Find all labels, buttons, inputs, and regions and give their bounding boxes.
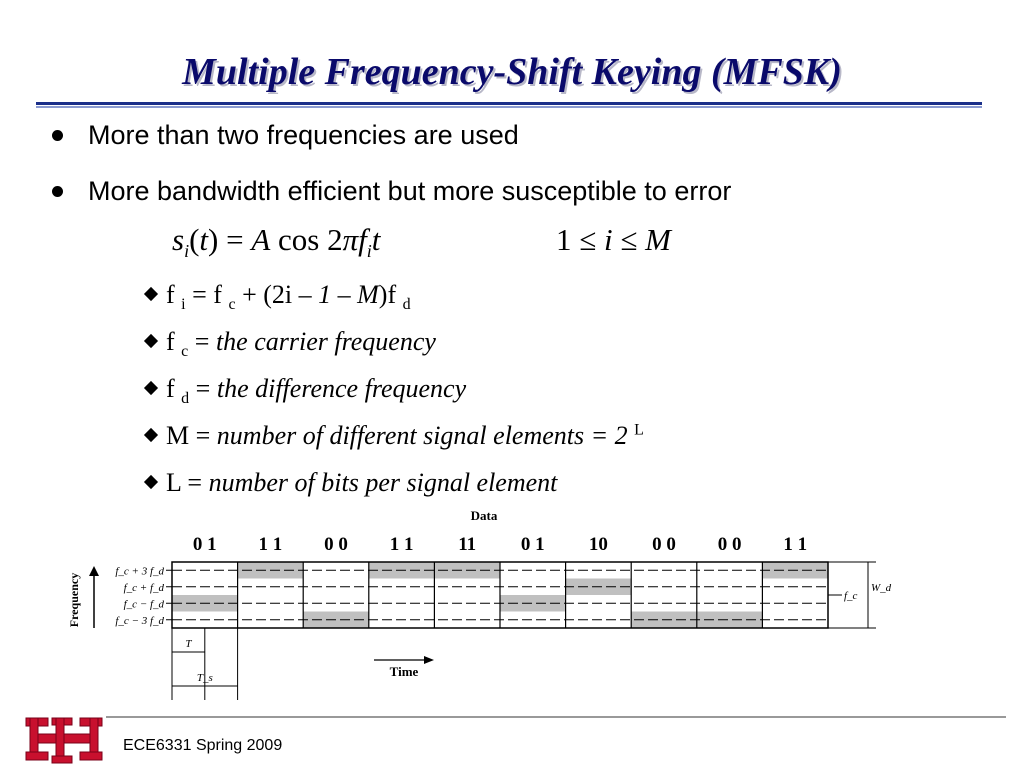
footer-text: ECE6331 Spring 2009 (123, 737, 283, 754)
frequency-level-label: f_c + f_d (123, 581, 164, 594)
mfsk-figure (64, 510, 904, 706)
diamond-bullet-icon (144, 428, 158, 442)
data-label: Data (470, 510, 498, 523)
bit-pair-label: 1 1 (783, 534, 808, 555)
bit-pair-label: 0 0 (324, 534, 348, 555)
formula-main: $s_i(t) = A$ $\cos 2\pi f_it$ (172, 222, 381, 262)
bandwidth-label: W_d (871, 582, 892, 594)
bullet-text: More bandwidth efficient but more susceptible to error (88, 176, 732, 206)
bullet-dot-icon (52, 130, 63, 141)
y-axis-label: Frequency (67, 572, 81, 628)
bit-pair-label: 1 1 (258, 534, 283, 555)
definition-fc: f $_c$ = the carrier frequency (146, 327, 436, 361)
bit-pair-label: 0 1 (520, 534, 545, 555)
frequency-level-label: f_c − f_d (123, 598, 164, 611)
bit-pair-label: 10 (588, 534, 608, 555)
bit-pair-label: 11 (458, 534, 477, 555)
frequency-level-label: f_c − 3 f_d (115, 614, 164, 627)
formula-range: 1 ≤ i ≤ M (556, 222, 671, 257)
diamond-bullet-icon (144, 334, 158, 348)
bit-pair-label: 0 0 (717, 534, 742, 555)
center-frequency-label: f_c (844, 590, 858, 602)
y-arrow-head-icon (89, 566, 99, 576)
diamond-bullet-icon (144, 475, 158, 489)
bit-pair-label: 1 1 (389, 534, 414, 555)
time-label: Time (389, 664, 419, 679)
bullet-text: More than two frequencies are used (88, 120, 519, 150)
footer-rule (106, 716, 1006, 718)
title-underline-secondary (36, 106, 982, 108)
time-arrow-head-icon (424, 656, 434, 664)
bit-pair-label: 0 0 (652, 534, 676, 555)
definition-fi: f $_i$ = f $_c$ + (2i – 1 – M)f $_d$ (146, 280, 411, 314)
frequency-level-label: f_c + 3 f_d (115, 565, 164, 578)
symbol-duration-label: T_s (196, 672, 213, 684)
definition-L: L = number of bits per signal element (146, 468, 557, 498)
slide-title: Multiple Frequency-Shift Keying (MFSK) (182, 51, 842, 93)
definition-fd: f $_d$ = the difference frequency (146, 374, 466, 408)
bullet-dot-icon (52, 186, 63, 197)
title-underline (36, 102, 982, 105)
uh-logo (24, 712, 104, 768)
diamond-bullet-icon (144, 381, 158, 395)
diamond-bullet-icon (144, 287, 158, 301)
bit-pair-label: 0 1 (192, 534, 217, 555)
bit-duration-label: T (185, 638, 192, 650)
definition-M: M = number of different signal elements = 2 $^L$ (146, 421, 644, 451)
